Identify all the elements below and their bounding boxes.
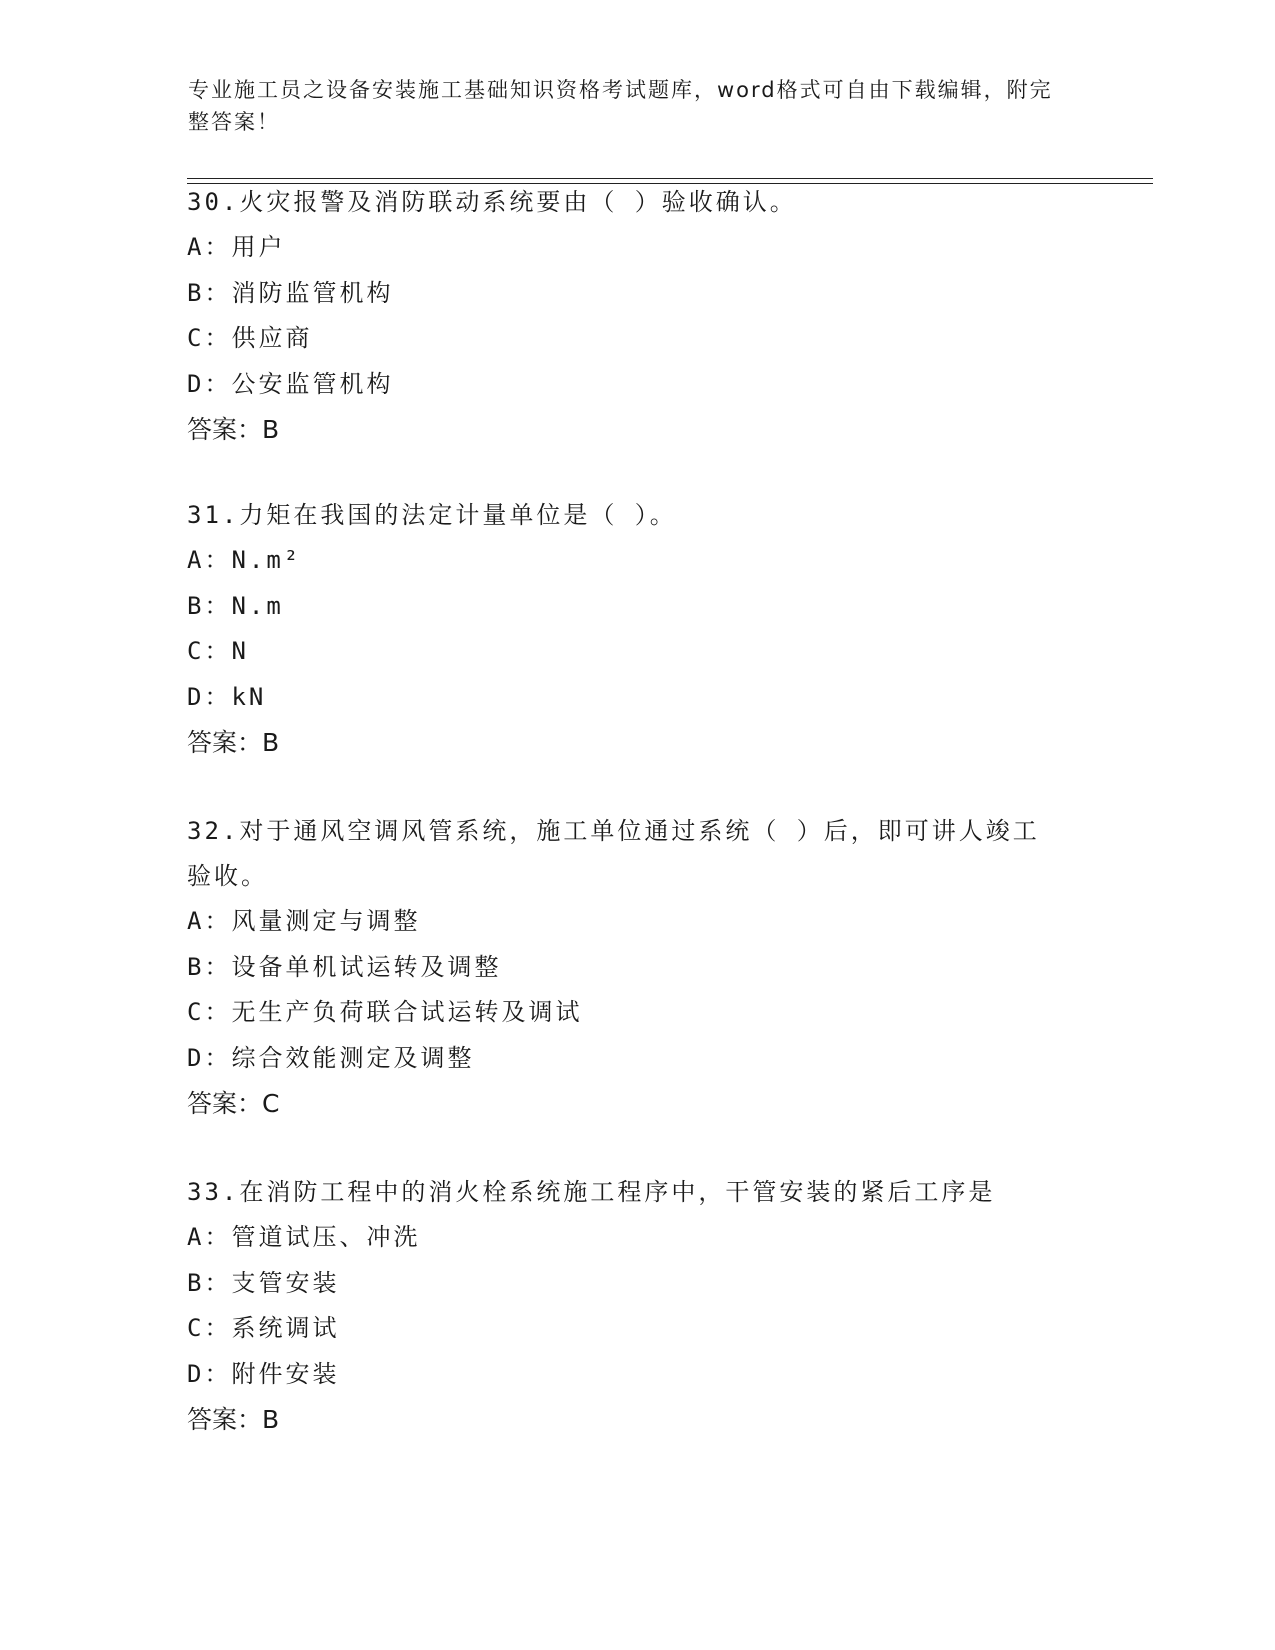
option-a: A：管道试压、冲洗	[187, 1223, 421, 1251]
question-stem: 33.在消防工程中的消火栓系统施工程序中，干管安装的紧后工序是	[187, 1178, 996, 1206]
option-d: D：综合效能测定及调整	[187, 1043, 475, 1072]
option-b: B：设备单机试运转及调整	[187, 952, 502, 981]
option-d: D：公安监管机构	[187, 369, 394, 398]
option-c: C：供应商	[187, 324, 313, 352]
option-d: D：kN	[187, 682, 267, 711]
answer-label: 答案：B	[187, 1405, 280, 1434]
option-c: C：无生产负荷联合试运转及调试	[187, 998, 583, 1026]
option-b: B：N.m	[187, 591, 284, 620]
option-d: D：附件安装	[187, 1359, 340, 1388]
question-block	[187, 1170, 1067, 1442]
question-block	[187, 493, 1067, 765]
option-a: A：风量测定与调整	[187, 907, 421, 935]
option-a: A：用户	[187, 233, 286, 261]
question-stem: 30.火灾报警及消防联动系统要由（ ）验收确认。	[187, 188, 797, 216]
question-block	[187, 809, 1047, 1126]
answer-label: 答案：C	[187, 1089, 280, 1118]
option-b: B：支管安装	[187, 1268, 340, 1297]
answer-label: 答案：B	[187, 415, 280, 444]
option-b: B：消防监管机构	[187, 278, 394, 307]
question-block	[187, 180, 1067, 452]
question-stem: 31.力矩在我国的法定计量单位是（ ）。	[187, 501, 677, 529]
option-c: C：系统调试	[187, 1314, 340, 1342]
answer-label: 答案：B	[187, 728, 280, 757]
question-stem: 32.对于通风空调风管系统，施工单位通过系统（ ）后，即可讲人竣工验收。	[187, 817, 1040, 890]
option-c: C：N	[187, 637, 249, 665]
document-header: 专业施工员之设备安装施工基础知识资格考试题库，word格式可自由下载编辑，附完整答案！	[188, 78, 1053, 134]
option-a: A：N.m²	[187, 546, 302, 574]
